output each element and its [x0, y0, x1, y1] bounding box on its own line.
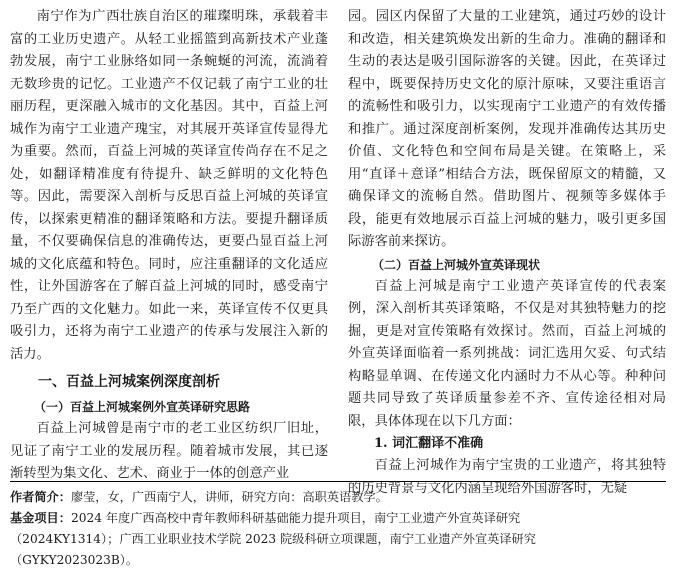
intro-paragraph: 南宁作为广西壮族自治区的璀璨明珠，承载着丰富的工业历史遗产。从轻工业摇篮到高新技术产业蓬勃发展，南宁工业脉络如同一条蜿蜒的河流，流淌着无数珍贵的记忆。工业遗产不仅记载了南宁工业的壮丽历程，更深融入城市的文化基因。其中，百益上河城作为南宁工业遗产瑰宝，对其展开英译宣传显得尤为重要。然而，百益上河城的英译宣传尚存在不足之处，如翻译精准度有待提升、缺乏鲜明的文化特色等。因此，需要深入剖析与反思百益上河城的英译宣传，以探索更精准的翻译策略和方法。要提升翻译质量，不仅要确保信息的准确传达，更要凸显百益上河城的文化底蕴和特色。同时，应注重翻译的文化适应性，让外国游客在了解百益上河城的同时，感受南宁乃至广西的文化魅力。如此一来，英译宣传不仅更具吸引力，还将为南宁工业遗产的传承与发展注入新的活力。	[10, 9, 328, 362]
right-column	[348, 6, 666, 500]
footnote	[10, 487, 666, 571]
item-heading: 1. 词汇翻译不准确	[374, 436, 484, 451]
section-heading: 一、百益上河城案例深度剖析	[38, 374, 220, 390]
author-note	[10, 487, 666, 508]
subsection-paragraph: 百益上河城曾是南宁市的老工业区纺织厂旧址，见证了南宁工业的发展历程。随着城市发展，其已逐渐转型为集文化、艺术、商业于一体的创意产业	[10, 421, 328, 481]
fund-note-line-2: （2024KY1314）；广西工业职业技术学院 2023 院级科研立项课题，南宁工业遗产外宣英译研究	[10, 532, 536, 546]
fund-note-line-3: （GYKY2023023B）。	[10, 553, 139, 567]
author-label: 作者简介：	[10, 490, 71, 504]
item-paragraph: 百益上河城作为南宁宝贵的工业遗产，将其独特的历史背景与文化内涵呈现给外国游客时，无疑	[348, 458, 666, 496]
fund-line-1: 2024 年度广西高校中青年教师科研基础能力提升项目，南宁工业遗产外宣英译研究	[70, 511, 521, 525]
subsection-heading-2: （二）百益上河城外宣英译现状	[372, 257, 541, 272]
subsection-heading-1: （一）百益上河城案例外宣英译研究思路	[34, 400, 251, 414]
footnote-divider	[10, 481, 666, 482]
left-column	[10, 6, 328, 486]
fund-note	[10, 508, 666, 529]
continued-paragraph: 园。园区内保留了大量的工业建筑，通过巧妙的设计和改造，相关建筑焕发出新的生命力。准确的翻译和生动的表达是吸引国际游客的关键。因此，在英译过程中，既要保持历史文化的原汁原味，又要注重语言的流畅性和吸引力，以实现南宁工业遗产的有效传播和推广。通过深度剖析案例，发现并准确传达其历史价值、文化特色和空间布局是关键。在策略上，采用“直译＋意译”相结合方法，既保留原文的精髓，又确保译文的流畅自然。借助图片、视频等多媒体手段，能更有效地展示百益上河城的魅力，吸引更多国际游客前来探访。	[348, 9, 666, 249]
author-text: 廖莹，女，广西南宁人，讲师，研究方向：高职英语教学。	[70, 490, 388, 504]
status-paragraph: 百益上河城是南宁工业遗产英译宣传的代表案例，深入剖析其英译策略，不仅是对其独特魅力的挖掘，更是对宣传策略有效探讨。然而，百益上河城的外宣英译面临着一系列挑战：词汇选用欠妥、句式结构略显单调、在传递文化内涵时力不从心等。种种问题共同导致了英译质量参差不齐、宣传途径相对局限，具体体现在以下几方面：	[348, 278, 666, 429]
fund-label: 基金项目：	[10, 511, 71, 525]
